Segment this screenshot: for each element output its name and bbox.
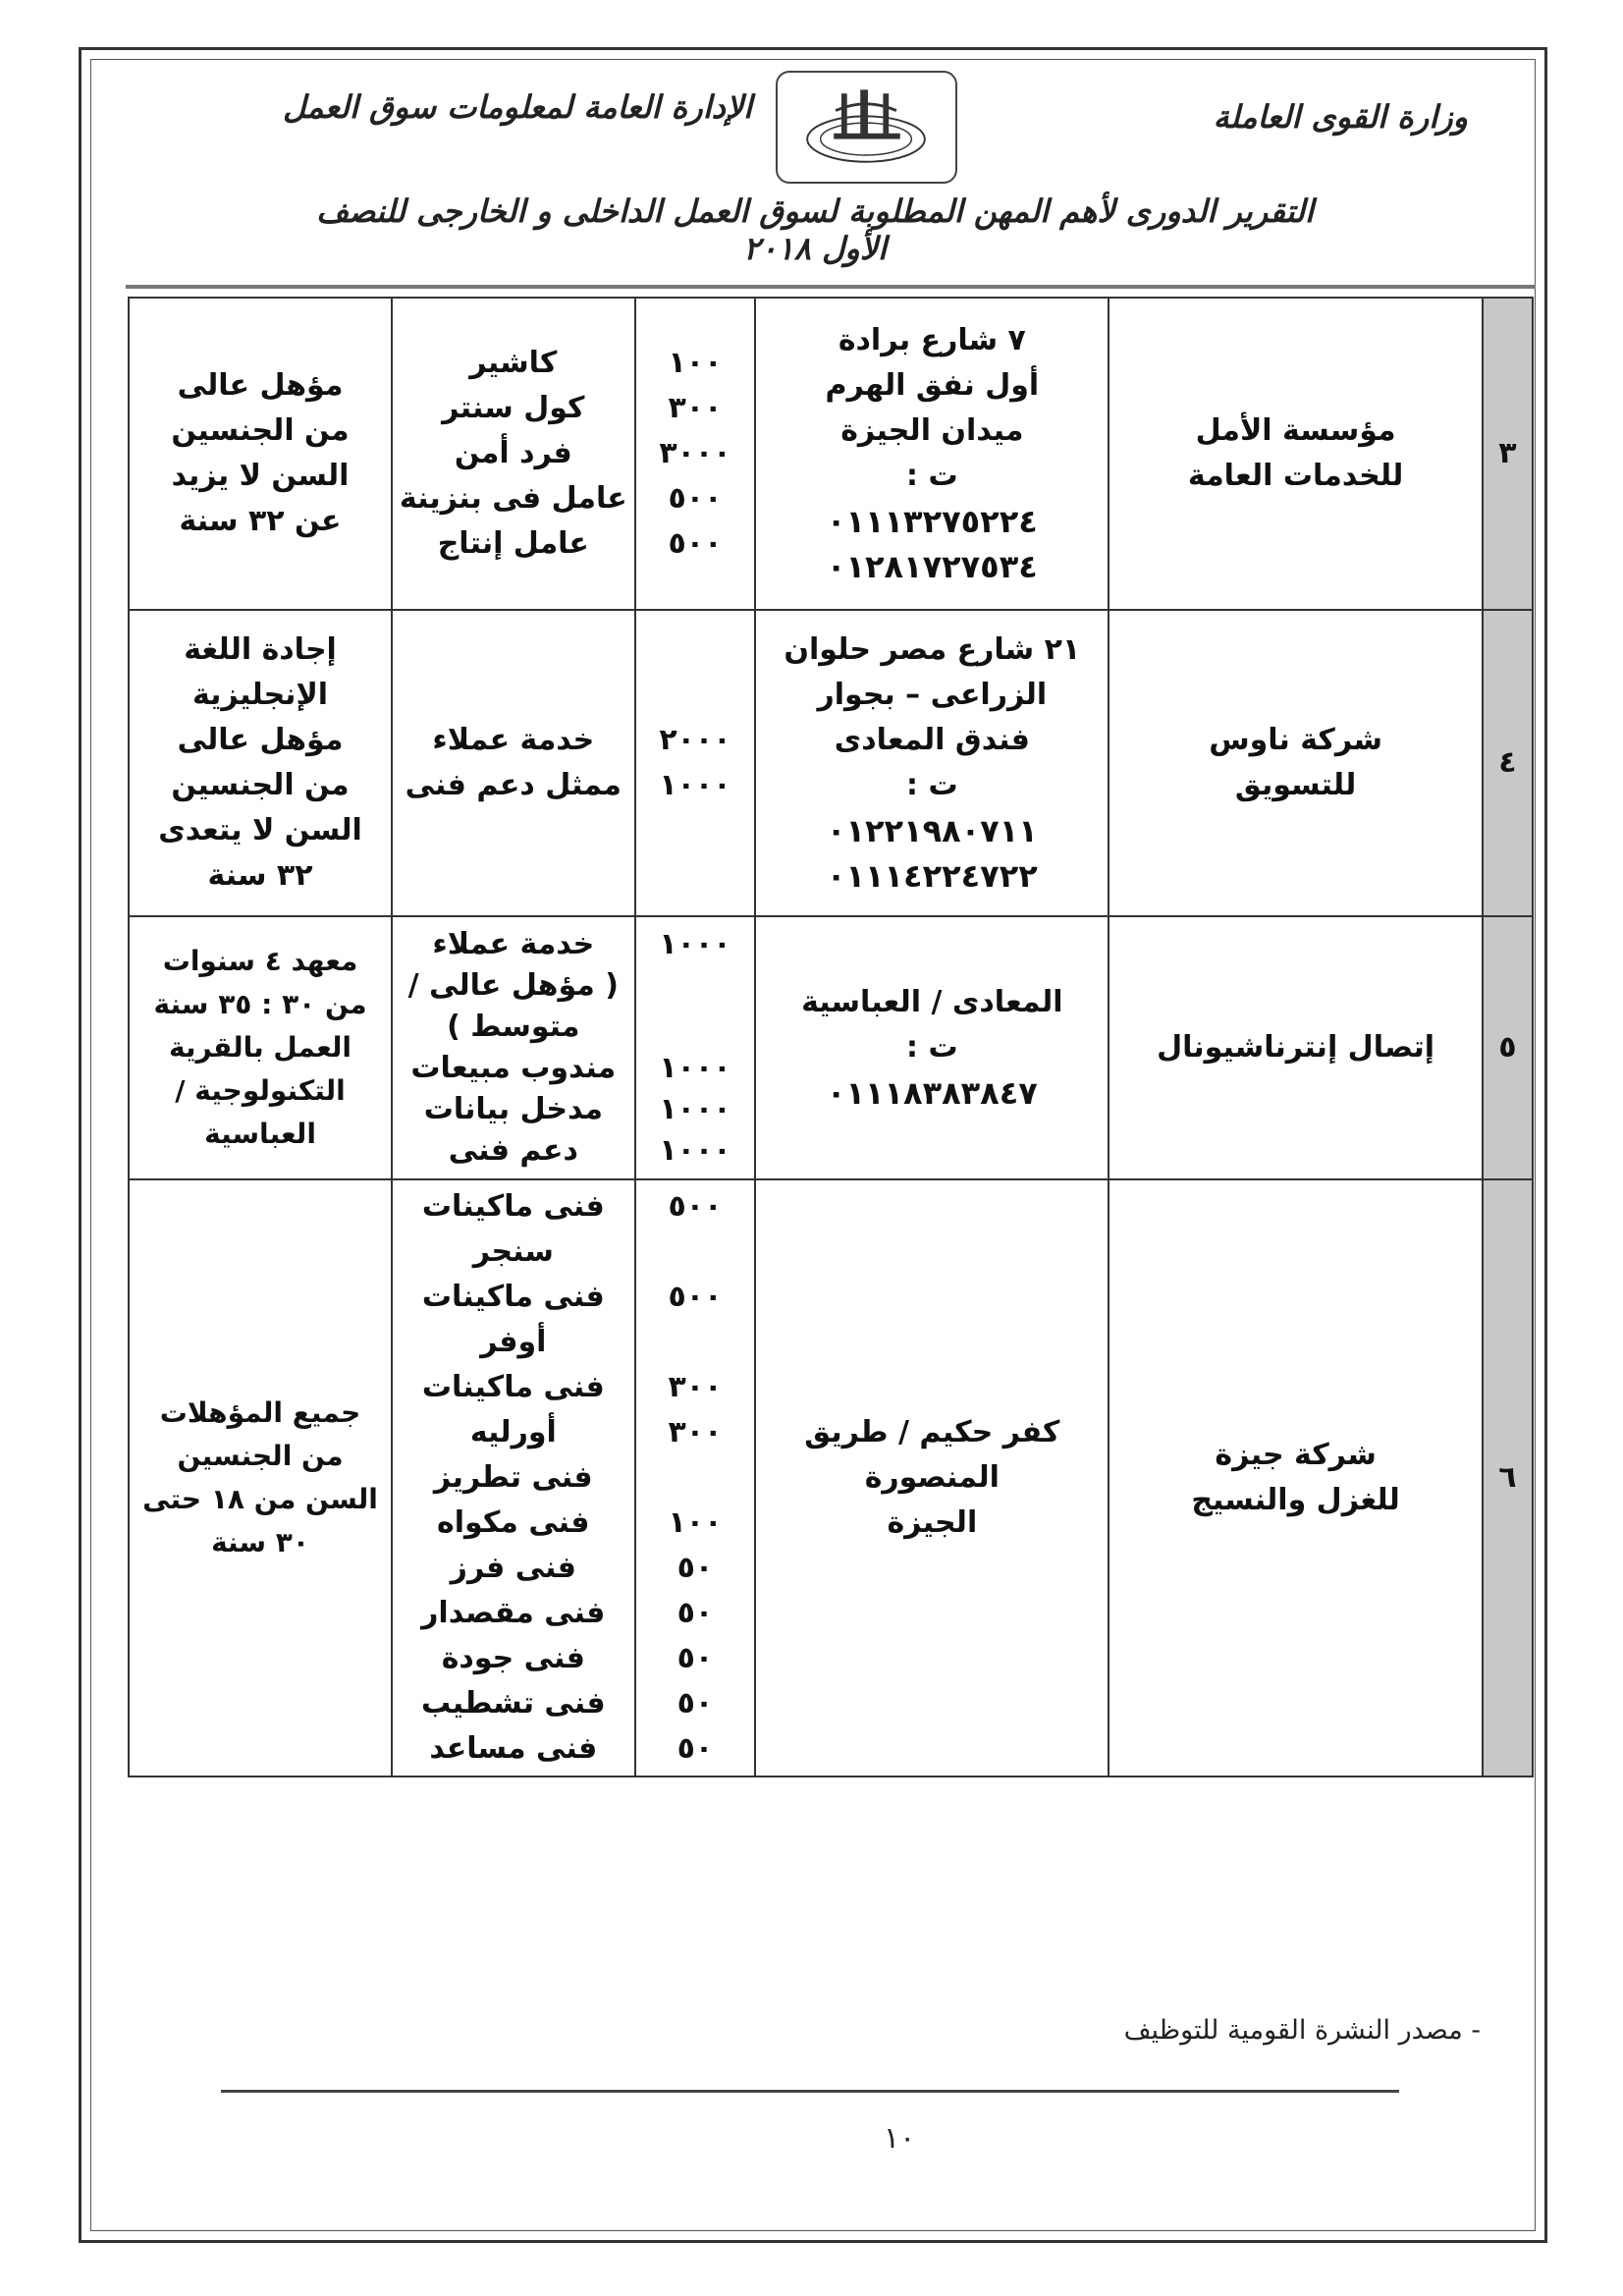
phone-number: ٠١٢٨١٧٢٧٥٣٤ (826, 548, 1038, 585)
job-titles: فنى ماكينات سنجر فنى ماكينات أوفر فنى ماكينات أورليه فنى تطريز فنى مكواه فنى فرز فنى مقصدار فنى جودة فنى تشطيب فنى مساعد (392, 1179, 635, 1777)
ministry-name: وزارة القوى العاملة (1213, 98, 1468, 136)
job-requirements: إجادة اللغة الإنجليزية مؤهل عالى من الجنسين السن لا يتعدى ٣٢ سنة (129, 610, 392, 916)
job-requirements: مؤهل عالى من الجنسين السن لا يزيد عن ٣٢ سنة (129, 298, 392, 610)
jobs-table (128, 297, 1534, 1777)
company-address: المعادى / العباسية ت : ٠١١١٨٣٨٣٨٤٧ (755, 916, 1109, 1179)
source-note: - مصدر النشرة القومية للتوظيف (1123, 2015, 1481, 2046)
job-requirements: جميع المؤهلات من الجنسين السن من ١٨ حتى ٣٠ سنة (129, 1179, 392, 1777)
phone-number: ٠١١١٣٢٧٥٢٢٤ (826, 503, 1038, 540)
job-counts: ١٠٠ ٣٠٠ ٣٠٠٠ ٥٠٠ ٥٠٠ (635, 298, 756, 610)
company-name: مؤسسة الأمل للخدمات العامة (1109, 298, 1483, 610)
company-name: إتصال إنترناشيونال (1109, 916, 1483, 1179)
table-row (129, 298, 1533, 610)
company-address: ٧ شارع برادة أول نفق الهرم ميدان الجيزة ت : ٠١١١٣٢٧٥٢٢٤ ٠١٢٨١٧٢٧٥٣٤ (755, 298, 1109, 610)
company-address: ٢١ شارع مصر حلوان الزراعى – بجوار فندق المعادى ت : ٠١٢٢١٩٨٠٧١١ ٠١١١٤٢٢٤٧٢٢ (755, 610, 1109, 916)
job-requirements: معهد ٤ سنوات من ٣٠ : ٣٥ سنة العمل بالقرية التكنولوجية / العباسية (129, 916, 392, 1179)
report-title: التقرير الدورى لأهم المهن المطلوبة لسوق العمل الداخلى و الخارجى للنصف الأول ٢٠١٨ (316, 192, 1314, 267)
job-counts: ٢٠٠٠ ١٠٠٠ (635, 610, 756, 916)
table-row (129, 610, 1533, 916)
footer-divider (221, 2090, 1399, 2093)
row-number: ٣ (1483, 298, 1533, 610)
company-name: شركة ناوس للتسويق (1109, 610, 1483, 916)
row-number: ٥ (1483, 916, 1533, 1179)
phone-number: ٠١١١٨٣٨٣٨٤٧ (826, 1074, 1038, 1112)
department-name: الإدارة العامة لمعلومات سوق العمل (283, 88, 752, 126)
company-address: كفر حكيم / طريق المنصورة الجيزة (755, 1179, 1109, 1777)
job-counts: ٥٠٠ ٥٠٠ ٣٠٠ ٣٠٠ ١٠٠ ٥٠ ٥٠ ٥٠ ٥٠ ٥٠ (635, 1179, 756, 1777)
phone-number: ٠١١١٤٢٢٤٧٢٢ (826, 857, 1038, 895)
logo-emblem-icon (778, 73, 955, 182)
phone-number: ٠١٢٢١٩٨٠٧١١ (826, 812, 1038, 849)
job-titles: كاشير كول سنتر فرد أمن عامل فى بنزينة عامل إنتاج (392, 298, 635, 610)
job-counts: ١٠٠٠ ١٠٠٠ ١٠٠٠ ١٠٠٠ (635, 916, 756, 1179)
row-number: ٦ (1483, 1179, 1533, 1777)
ministry-logo (776, 71, 957, 184)
job-titles: خدمة عملاء ممثل دعم فنى (392, 610, 635, 916)
company-name: شركة جيزة للغزل والنسيج (1109, 1179, 1483, 1777)
row-number: ٤ (1483, 610, 1533, 916)
table-row (129, 1179, 1533, 1777)
page-number: ١٠ (884, 2121, 916, 2156)
job-titles: خدمة عملاء ( مؤهل عالى / متوسط ) مندوب مبيعات مدخل بيانات دعم فنى (392, 916, 635, 1179)
table-row (129, 916, 1533, 1179)
